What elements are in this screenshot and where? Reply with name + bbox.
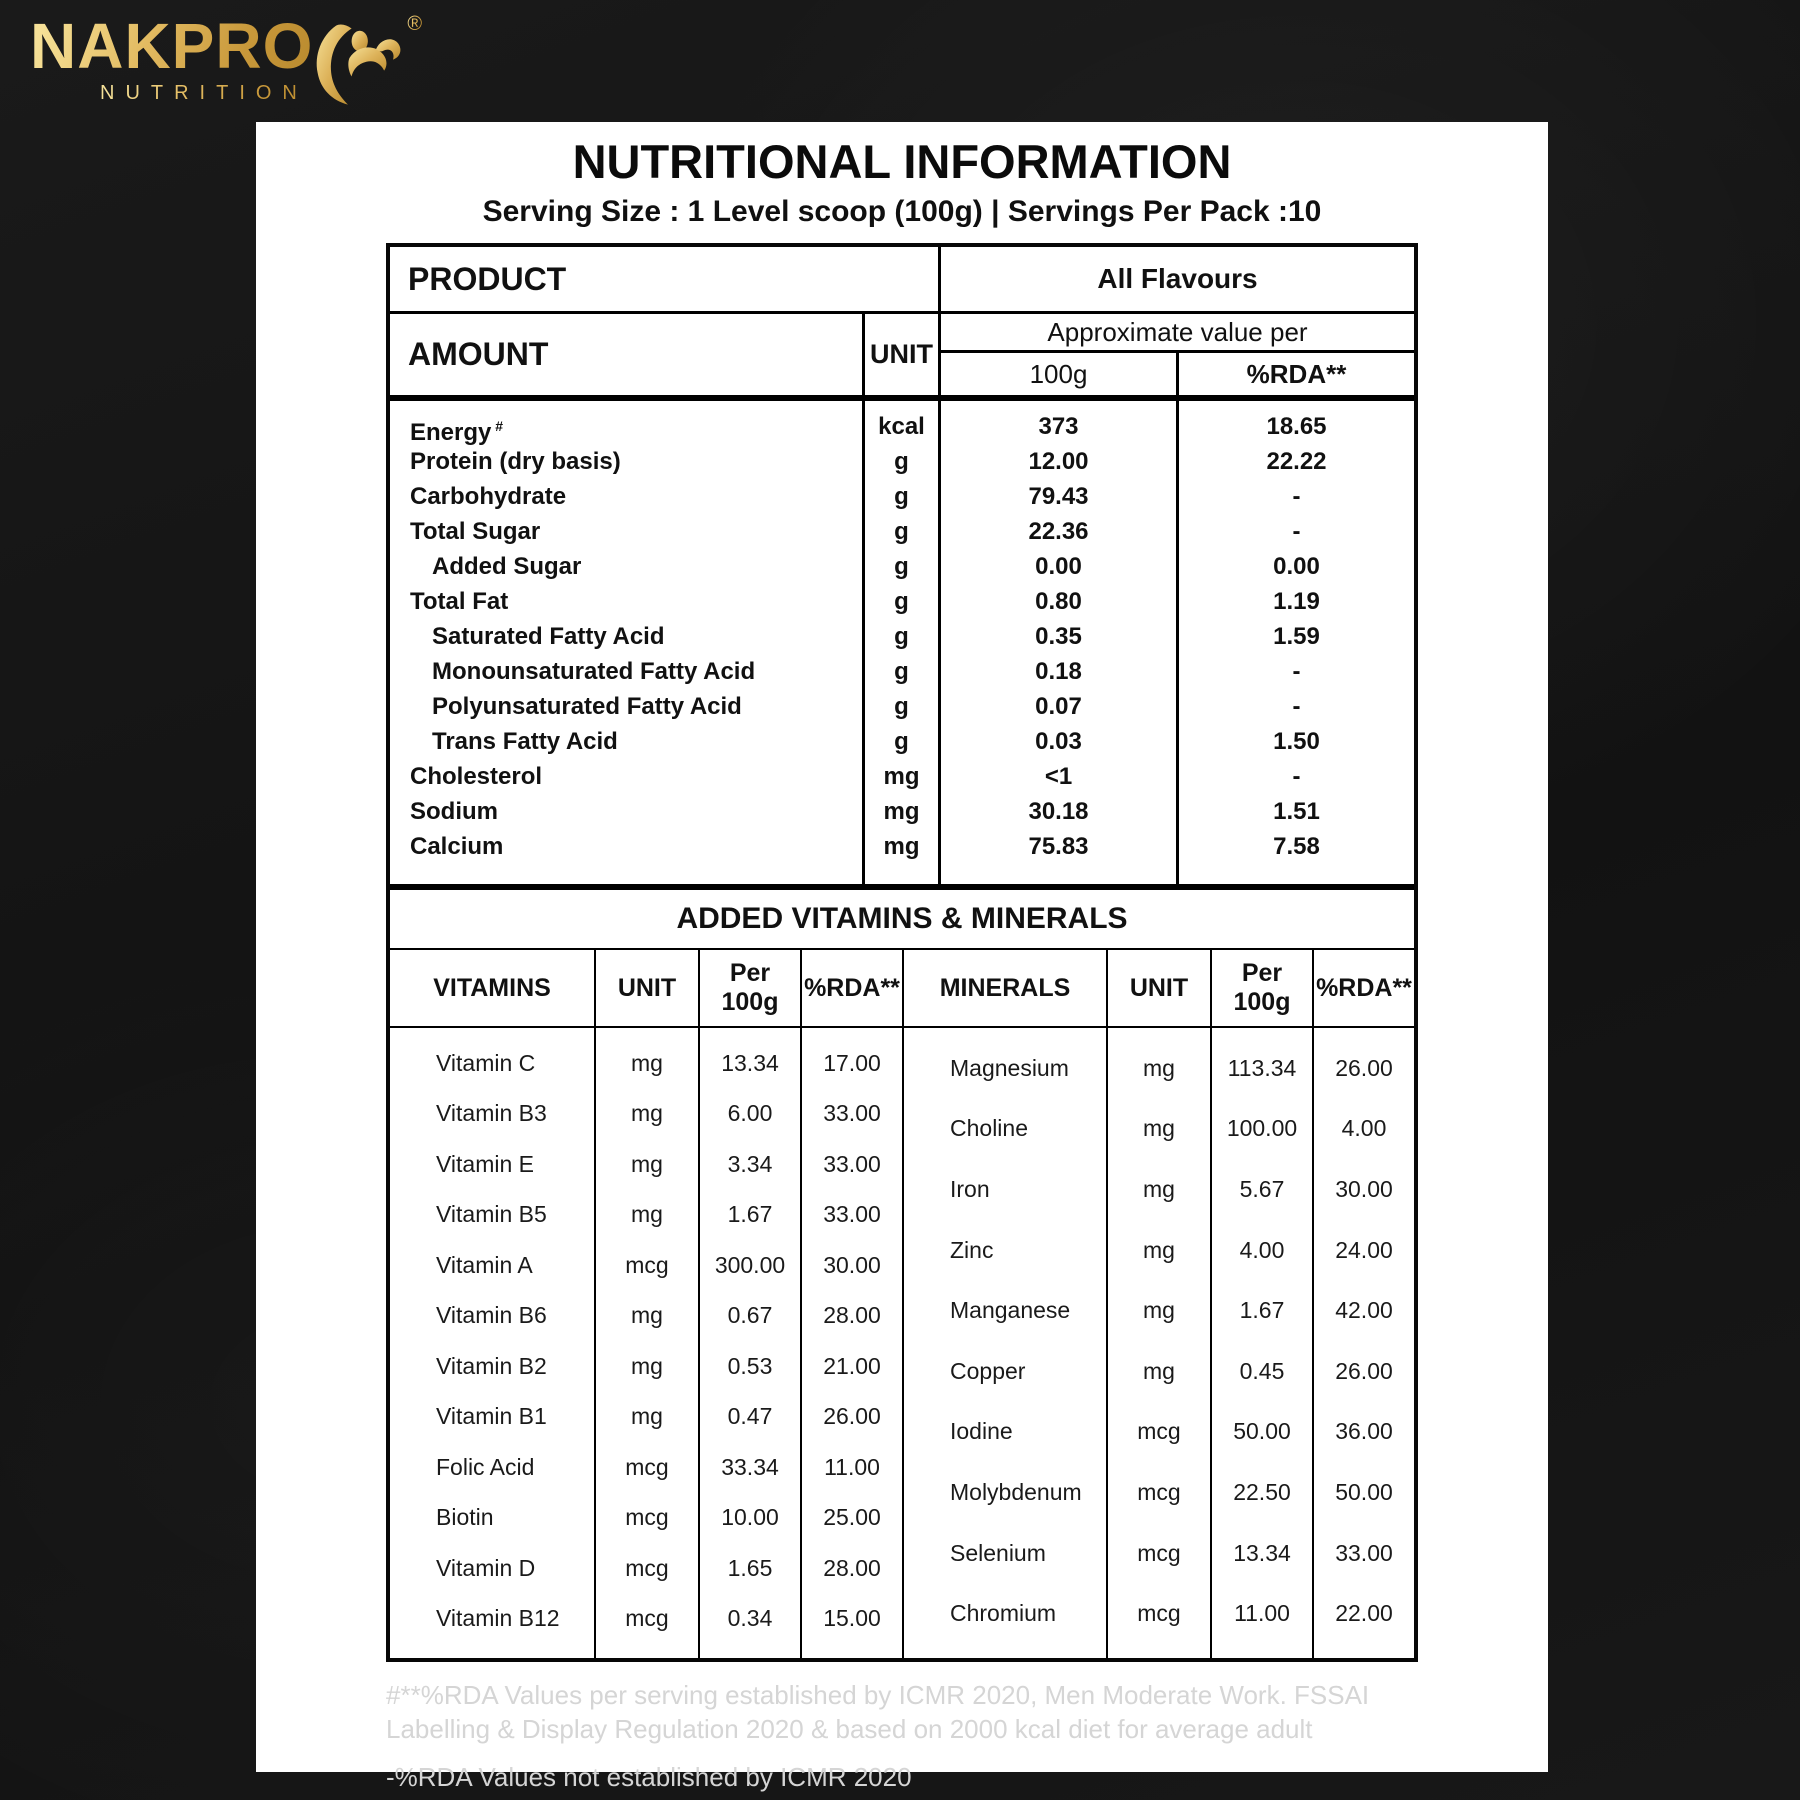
flexing-bodybuilder-icon xyxy=(311,14,407,114)
nutrient-unit: g xyxy=(894,588,909,615)
vitamin-name: Vitamin B6 xyxy=(436,1302,547,1329)
brand-wordmark xyxy=(30,10,314,104)
vitamin-rda: 11.00 xyxy=(824,1453,880,1480)
mineral-rda: 4.00 xyxy=(1341,1115,1387,1142)
vitamin-rda: 15.00 xyxy=(823,1605,881,1632)
nutrient-unit: g xyxy=(894,448,909,475)
vitamin-per100g: 0.34 xyxy=(727,1605,773,1632)
mineral-per100g: 113.34 xyxy=(1227,1054,1297,1081)
vitamins-unit-header: UNIT xyxy=(594,950,698,1026)
mineral-col-units xyxy=(1106,1028,1210,1658)
vitamin-name: Vitamin B12 xyxy=(436,1605,560,1632)
mineral-rda: 22.00 xyxy=(1335,1600,1393,1627)
nutrient-rda: - xyxy=(1292,518,1301,545)
nutrient-per100g: 0.80 xyxy=(1035,588,1082,615)
vitamin-name: Vitamin B3 xyxy=(436,1100,547,1127)
vitamin-unit: mcg xyxy=(625,1605,669,1632)
nutrient-rda: - xyxy=(1292,763,1301,790)
vitamins-per100g-header: Per 100g xyxy=(698,950,800,1026)
mineral-unit: mcg xyxy=(1137,1600,1181,1627)
vitamin-per100g: 6.00 xyxy=(727,1100,773,1127)
nutrient-unit: g xyxy=(894,483,909,510)
nutrient-name: Protein (dry basis) xyxy=(410,448,621,475)
minerals-body xyxy=(902,1028,1414,1658)
mineral-per100g: 4.00 xyxy=(1239,1236,1285,1263)
vitamins-rda-header: %RDA** xyxy=(800,950,902,1026)
mineral-col-rda xyxy=(1312,1028,1414,1658)
vitamin-rda: 33.00 xyxy=(823,1150,881,1177)
vitamins-body xyxy=(390,1028,902,1658)
vitamin-per100g: 0.53 xyxy=(727,1352,773,1379)
nutrient-per100g: 22.36 xyxy=(1028,518,1089,545)
brand-tagline: NUTRITION xyxy=(100,83,313,103)
minerals-unit-header: UNIT xyxy=(1106,950,1210,1026)
vitamin-unit: mcg xyxy=(625,1453,669,1480)
nutrient-name: Saturated Fatty Acid xyxy=(432,623,665,650)
nutrient-rda: 1.19 xyxy=(1273,588,1320,615)
vitamin-per100g: 13.34 xyxy=(721,1049,779,1076)
nutrient-per100g: 12.00 xyxy=(1028,448,1089,475)
nutrient-per100g: 0.18 xyxy=(1035,658,1082,685)
minerals-rda-header: %RDA** xyxy=(1312,950,1414,1026)
nutrient-name: Total Fat xyxy=(410,588,509,615)
mineral-unit: mg xyxy=(1143,1175,1175,1202)
nutrient-rda: 7.58 xyxy=(1273,833,1320,860)
vitamin-rda: 28.00 xyxy=(823,1554,881,1581)
mineral-rda: 42.00 xyxy=(1335,1297,1393,1324)
vitamin-rda: 33.00 xyxy=(823,1100,881,1127)
nutrient-rda: 1.51 xyxy=(1273,798,1320,825)
mineral-per100g: 22.50 xyxy=(1233,1478,1291,1505)
nutrient-unit: g xyxy=(894,658,909,685)
vitamin-rda: 21.00 xyxy=(823,1352,881,1379)
nutrient-name: Energy # xyxy=(410,418,504,446)
mineral-unit: mg xyxy=(1143,1115,1175,1142)
nutrient-per100g: 0.03 xyxy=(1035,728,1082,755)
nutrition-table xyxy=(386,243,1418,1662)
serving-info: Serving Size : 1 Level scoop (100g) | Servings Per Pack :10 xyxy=(482,195,1322,228)
rda-not-established-footnote: -%RDA Values not established by ICMR 2020 xyxy=(386,1762,912,1792)
mineral-unit: mg xyxy=(1143,1357,1175,1384)
brand-name: NAKPRO xyxy=(30,10,314,82)
mineral-name: Selenium xyxy=(950,1539,1046,1566)
main-table-body xyxy=(390,401,1414,884)
main-col-units xyxy=(862,401,938,884)
page-title: NUTRITIONAL INFORMATION xyxy=(572,135,1232,188)
vitamin-col-per100g xyxy=(698,1028,800,1658)
nutrient-unit: mg xyxy=(883,798,920,825)
mineral-name: Chromium xyxy=(950,1600,1057,1627)
col-100g-header: 100g xyxy=(1029,359,1088,389)
nutrient-rda: 1.50 xyxy=(1273,728,1320,755)
nutrient-name: Polyunsaturated Fatty Acid xyxy=(432,693,742,720)
nutrient-unit: g xyxy=(894,518,909,545)
mineral-name: Molybdenum xyxy=(950,1478,1082,1505)
nutrient-rda: - xyxy=(1292,483,1301,510)
mineral-col-names xyxy=(904,1028,1106,1658)
vitamin-name: Vitamin E xyxy=(436,1150,535,1177)
vitamin-per100g: 3.34 xyxy=(727,1150,773,1177)
vitamin-name: Vitamin B5 xyxy=(436,1201,547,1228)
nutrient-rda: - xyxy=(1292,658,1301,685)
nutrient-name: Cholesterol xyxy=(410,763,543,790)
vitamin-rda: 26.00 xyxy=(823,1403,881,1430)
mineral-rda: 26.00 xyxy=(1335,1054,1393,1081)
main-col-per100g xyxy=(938,401,1176,884)
nutrient-name: Added Sugar xyxy=(432,553,582,580)
nutrient-unit: kcal xyxy=(878,413,925,440)
vitamin-col-names xyxy=(390,1028,594,1658)
vitamin-unit: mg xyxy=(631,1201,663,1228)
vitamin-per100g: 33.34 xyxy=(721,1453,779,1480)
mineral-col-per100g xyxy=(1210,1028,1312,1658)
vitamin-col-units xyxy=(594,1028,698,1658)
vitamin-rda: 28.00 xyxy=(823,1302,881,1329)
mineral-per100g: 100.00 xyxy=(1226,1115,1298,1142)
mineral-rda: 33.00 xyxy=(1335,1539,1393,1566)
vitamin-unit: mcg xyxy=(625,1554,669,1581)
mineral-rda: 36.00 xyxy=(1335,1418,1393,1445)
minerals-per100g-header: Per 100g xyxy=(1210,950,1312,1026)
amount-header-row xyxy=(390,314,1414,401)
mineral-unit: mg xyxy=(1143,1236,1175,1263)
vitamin-per100g: 0.47 xyxy=(727,1403,773,1430)
vitamin-rda: 33.00 xyxy=(823,1201,881,1228)
vitamin-per100g: 1.65 xyxy=(727,1554,773,1581)
vitamin-unit: mg xyxy=(631,1352,663,1379)
mineral-name: Choline xyxy=(950,1115,1028,1142)
vitamin-name: Folic Acid xyxy=(436,1453,535,1480)
nutrient-per100g: 30.18 xyxy=(1028,798,1089,825)
nutrient-rda: - xyxy=(1292,693,1301,720)
vitamin-name: Vitamin B1 xyxy=(436,1403,547,1430)
mineral-name: Magnesium xyxy=(950,1054,1069,1081)
vitamin-col-rda xyxy=(800,1028,902,1658)
mineral-name: Zinc xyxy=(950,1236,994,1263)
col-rda-header: %RDA** xyxy=(1176,353,1414,395)
mineral-unit: mcg xyxy=(1137,1418,1181,1445)
nutrition-label-card xyxy=(256,122,1548,1792)
product-header: PRODUCT xyxy=(408,260,567,297)
mineral-unit: mg xyxy=(1143,1297,1175,1324)
nutrient-unit: g xyxy=(894,623,909,650)
vitamin-unit: mg xyxy=(631,1150,663,1177)
vitamin-unit: mcg xyxy=(625,1251,669,1278)
nutrient-per100g: 0.07 xyxy=(1035,693,1082,720)
vitamin-unit: mg xyxy=(631,1302,663,1329)
mineral-per100g: 13.34 xyxy=(1233,1539,1291,1566)
vitamin-rda: 17.00 xyxy=(823,1049,881,1076)
nutrient-unit: g xyxy=(894,728,909,755)
vitamins-col-header: VITAMINS xyxy=(433,973,551,1002)
nutrient-rda: 1.59 xyxy=(1273,623,1320,650)
mineral-name: Iodine xyxy=(950,1418,1013,1445)
mineral-per100g: 1.67 xyxy=(1239,1297,1285,1324)
mineral-rda: 26.00 xyxy=(1335,1357,1393,1384)
registered-mark: ® xyxy=(407,13,423,35)
mineral-per100g: 5.67 xyxy=(1239,1175,1285,1202)
unit-header: UNIT xyxy=(862,314,938,395)
nutrient-unit: mg xyxy=(883,763,920,790)
mineral-name: Iron xyxy=(950,1175,990,1202)
vitamin-rda: 25.00 xyxy=(823,1504,881,1531)
vitamin-name: Vitamin A xyxy=(436,1251,533,1278)
nutrient-per100g: <1 xyxy=(1044,763,1073,790)
product-row xyxy=(390,247,1414,314)
nutrient-per100g: 0.35 xyxy=(1035,623,1082,650)
vitamin-per100g: 1.67 xyxy=(727,1201,773,1228)
vitamin-per100g: 0.67 xyxy=(727,1302,773,1329)
vitamin-per100g: 10.00 xyxy=(721,1504,779,1531)
brand-logo xyxy=(30,10,423,114)
nutrient-unit: g xyxy=(894,693,909,720)
rda-footnote: #**%RDA Values per serving established by ICMR 2020, Men Moderate Work. FSSAI Labelling & Display Regulation 2020 & based on 2000 kcal diet for average adult xyxy=(386,1680,1370,1744)
vitamin-name: Vitamin D xyxy=(436,1554,536,1581)
mineral-unit: mg xyxy=(1143,1054,1175,1081)
nutrient-name: Calcium xyxy=(410,833,504,860)
mineral-rda: 50.00 xyxy=(1335,1478,1393,1505)
mineral-name: Manganese xyxy=(950,1297,1071,1324)
vitamin-unit: mg xyxy=(631,1049,663,1076)
vitamin-unit: mg xyxy=(631,1403,663,1430)
main-col-nutrients xyxy=(390,401,862,884)
mineral-per100g: 0.45 xyxy=(1239,1357,1285,1384)
nutrient-unit: mg xyxy=(883,833,920,860)
nutrient-name: Carbohydrate xyxy=(410,483,567,510)
vitamin-unit: mcg xyxy=(625,1504,669,1531)
flavours-value: All Flavours xyxy=(938,247,1414,311)
mineral-rda: 24.00 xyxy=(1335,1236,1393,1263)
vitamin-name: Vitamin C xyxy=(436,1049,536,1076)
approx-value-group xyxy=(938,314,1414,395)
mineral-name: Copper xyxy=(950,1357,1026,1384)
main-col-rda xyxy=(1176,401,1414,884)
nutrient-name: Total Sugar xyxy=(410,518,541,545)
nutrient-per100g: 0.00 xyxy=(1035,553,1082,580)
vitamin-unit: mg xyxy=(631,1100,663,1127)
nutrient-name: Sodium xyxy=(410,798,498,825)
nutrient-unit: g xyxy=(894,553,909,580)
nutrient-rda: 0.00 xyxy=(1273,553,1320,580)
vitamin-name: Vitamin B2 xyxy=(436,1352,547,1379)
nutrient-rda: 22.22 xyxy=(1266,448,1327,475)
minerals-col-header: MINERALS xyxy=(902,950,1106,1026)
amount-header: AMOUNT xyxy=(408,336,549,372)
nutrient-per100g: 373 xyxy=(1038,413,1079,440)
mineral-per100g: 11.00 xyxy=(1234,1600,1290,1627)
approx-subcolumns xyxy=(941,353,1414,395)
mineral-rda: 30.00 xyxy=(1335,1175,1393,1202)
mineral-per100g: 50.00 xyxy=(1233,1418,1291,1445)
nutrient-rda: 18.65 xyxy=(1266,413,1327,440)
approx-value-header: Approximate value per xyxy=(941,314,1414,353)
vitamin-name: Biotin xyxy=(436,1504,494,1531)
vitamin-per100g: 300.00 xyxy=(714,1251,786,1278)
mineral-unit: mcg xyxy=(1137,1539,1181,1566)
footnotes xyxy=(386,1678,1446,1794)
mineral-unit: mcg xyxy=(1137,1478,1181,1505)
nutrient-name: Monounsaturated Fatty Acid xyxy=(432,658,756,685)
vitamins-minerals-body xyxy=(390,1028,1414,1658)
nutrient-per100g: 75.83 xyxy=(1028,833,1089,860)
vitamins-minerals-header xyxy=(390,950,1414,1028)
vitamin-rda: 30.00 xyxy=(823,1251,881,1278)
nutrient-name: Trans Fatty Acid xyxy=(432,728,618,755)
nutrient-per100g: 79.43 xyxy=(1028,483,1089,510)
vitamins-minerals-banner: ADDED VITAMINS & MINERALS xyxy=(390,884,1414,950)
